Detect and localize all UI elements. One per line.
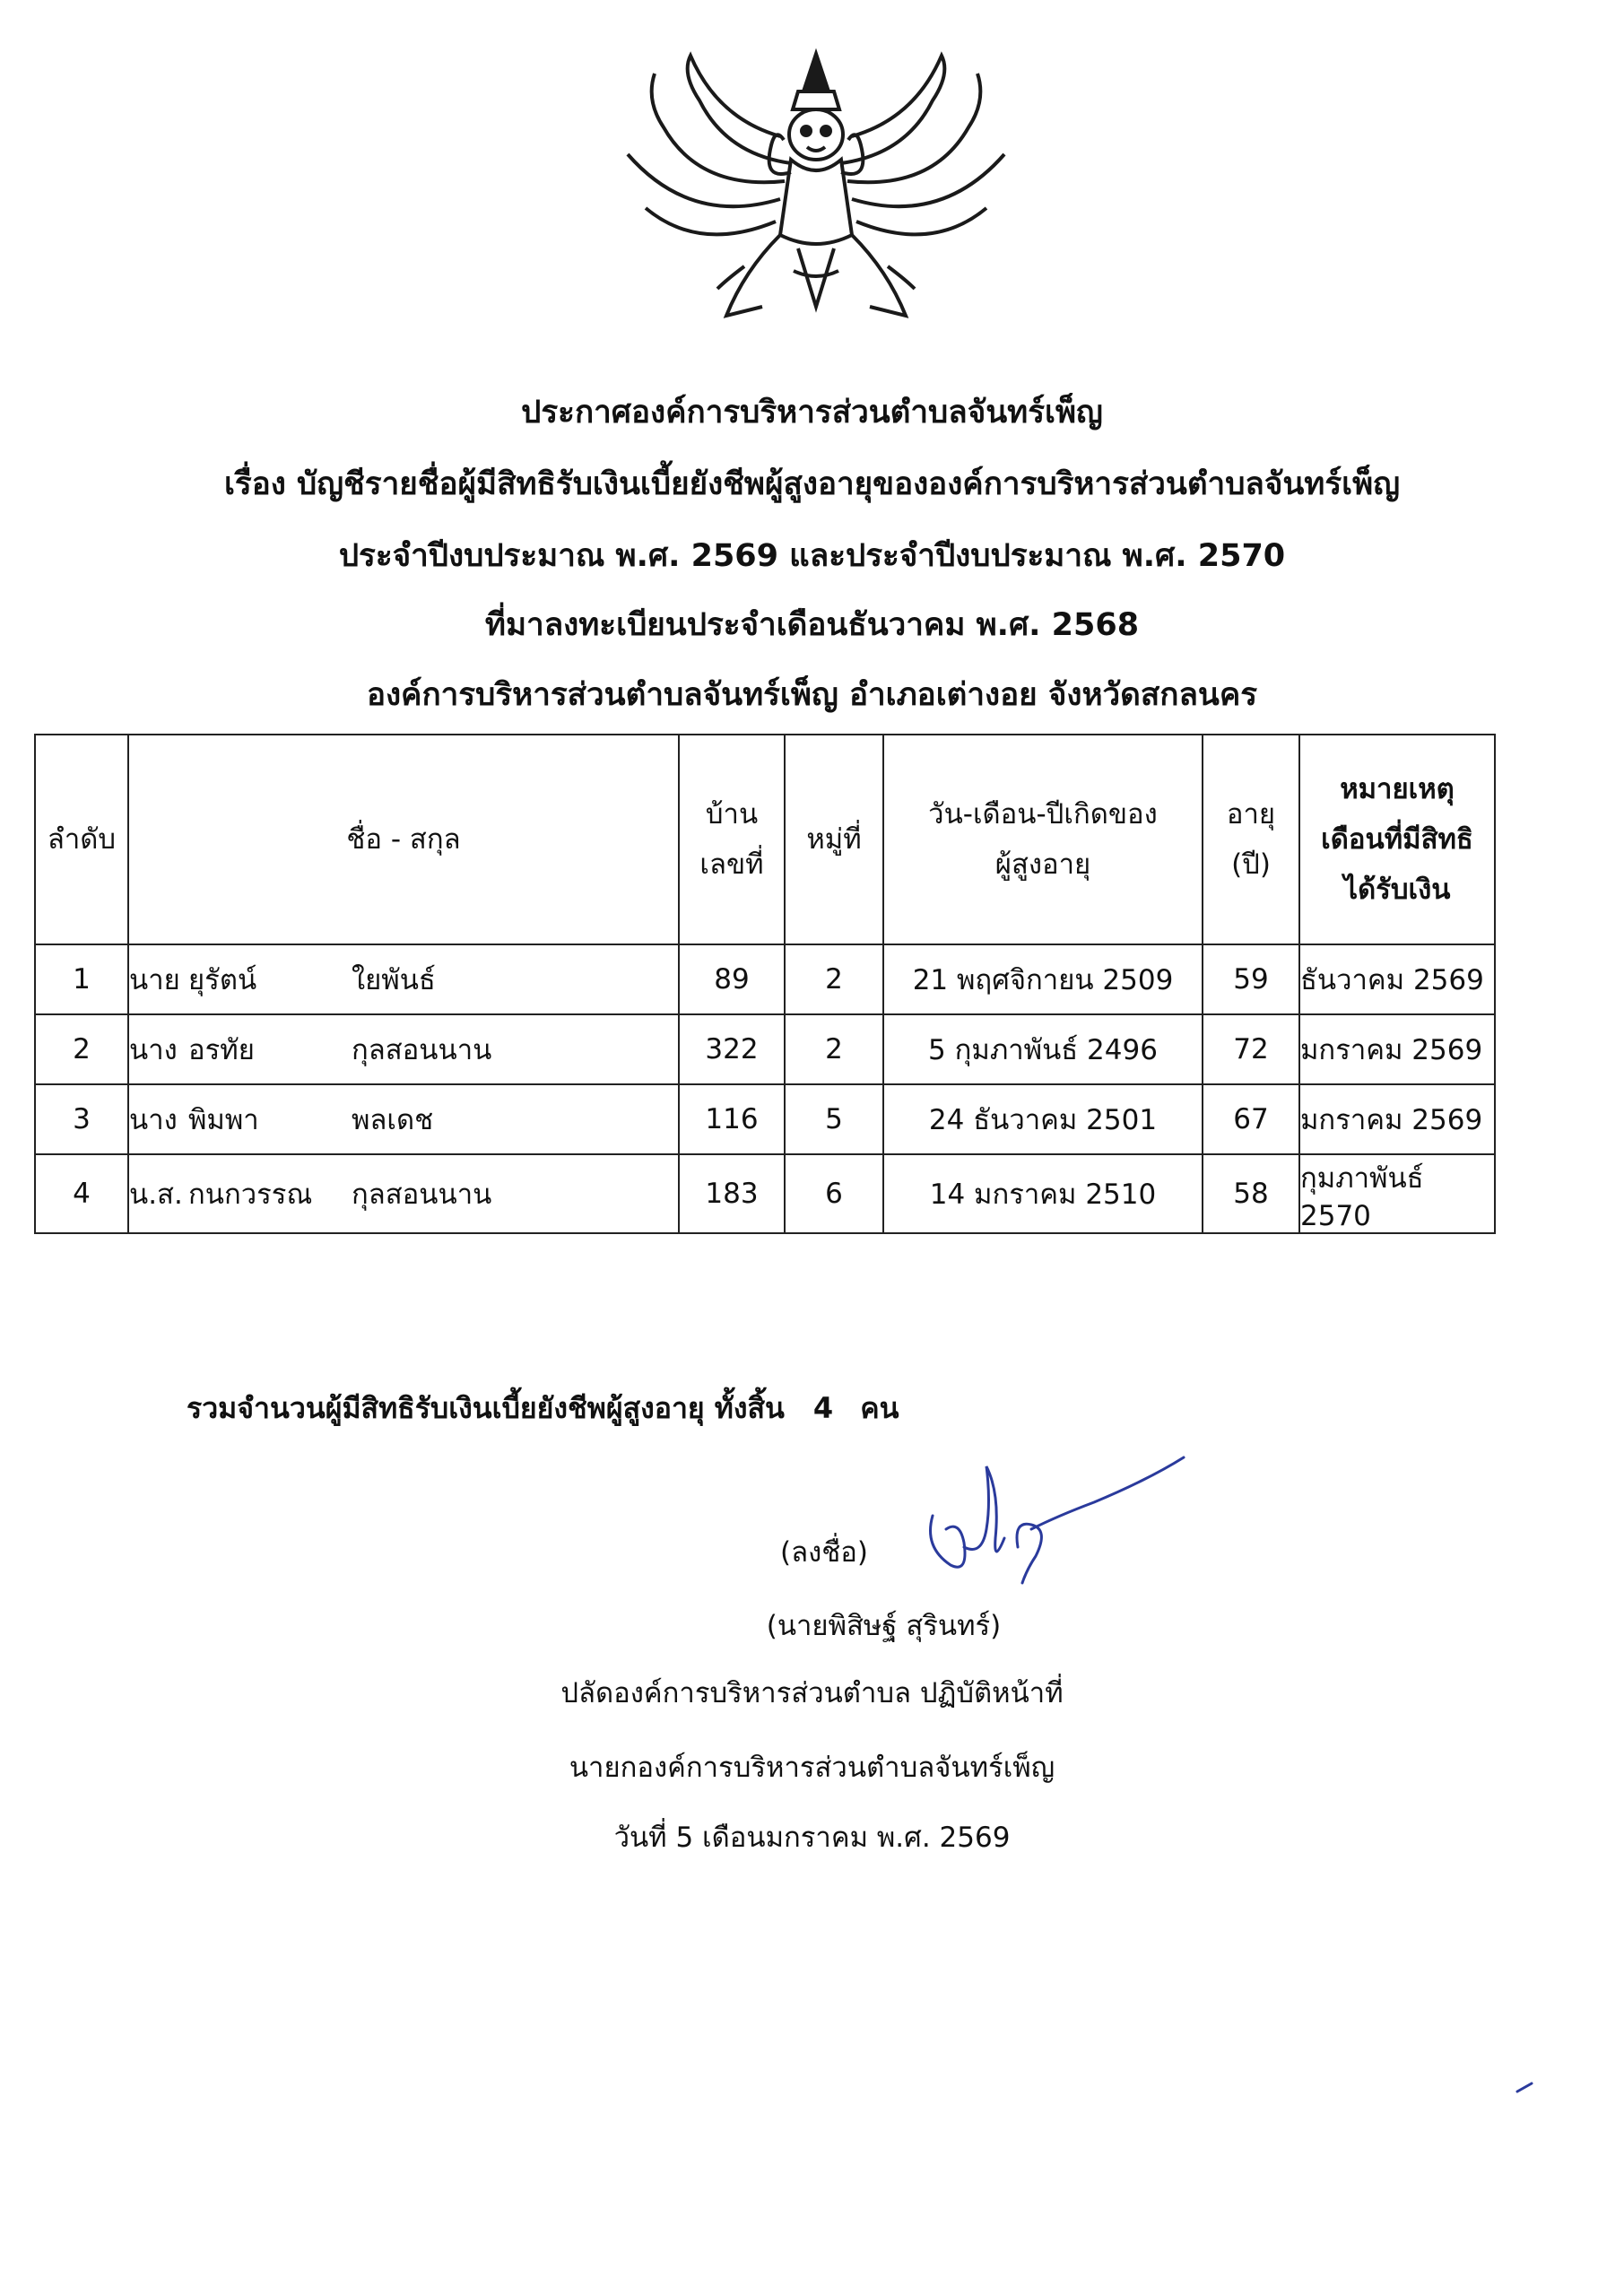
row-house: 322 (679, 1014, 785, 1084)
table-header-row (35, 735, 1495, 944)
row-dob: 14 มกราคม 2510 (883, 1154, 1203, 1233)
announcement-date: วันที่ 5 เดือนมกราคม พ.ศ. 2569 (613, 1822, 1011, 1854)
col-order-header: ลำดับ (35, 735, 128, 944)
col-village-header: หมู่ที่ (785, 735, 883, 944)
row-month: มกราคม 2569 (1299, 1014, 1495, 1084)
row-name: นาย ยุรัตน์ ใยพันธ์ (128, 944, 679, 1014)
row-name: นาง อรทัย กุลสอนนาน (128, 1014, 679, 1084)
signatory-name: (นายพิสิษฐ์ สุรินทร์) (766, 1610, 1002, 1642)
signatory-position-1: ปลัดองค์การบริหารส่วนตำบล ปฏิบัติหน้าที่ (560, 1677, 1064, 1709)
row-dob: 24 ธันวาคม 2501 (883, 1084, 1203, 1154)
garuda-emblem (592, 47, 1040, 343)
col-dob-header: วัน-เดือน-ปีเกิดของ ผู้สูงอายุ (883, 735, 1203, 944)
row-house: 89 (679, 944, 785, 1014)
row-house: 116 (679, 1084, 785, 1154)
row-age: 58 (1203, 1154, 1299, 1233)
row-village: 5 (785, 1084, 883, 1154)
col-name-header: ชื่อ - สกุล (128, 735, 679, 944)
ink-mark (1515, 2081, 1533, 2093)
row-dob: 5 กุมภาพันธ์ 2496 (883, 1014, 1203, 1084)
row-age: 72 (1203, 1014, 1299, 1084)
row-name: น.ส. กนกวรรณ กุลสอนนาน (128, 1154, 679, 1233)
row-month: กุมภาพันธ์ 2570 (1299, 1154, 1495, 1233)
table-row (35, 1014, 1495, 1084)
row-order: 1 (35, 944, 128, 1014)
announcement-title: ประกาศองค์การบริหารส่วนตำบลจันทร์เพ็ญ (521, 395, 1103, 430)
summary-count: 4 (812, 1391, 834, 1425)
total-summary (187, 1386, 899, 1431)
row-dob: 21 พฤศจิกายน 2509 (883, 944, 1203, 1014)
row-village: 2 (785, 1014, 883, 1084)
fiscal-year-line: ประจำปีงบประมาณ พ.ศ. 2569 และประจำปีงบประมาณ พ.ศ. 2570 (338, 538, 1286, 574)
subject-line: เรื่อง บัญชีรายชื่อผู้มีสิทธิรับเงินเบี้ยยังชีพผู้สูงอายุขององค์การบริหารส่วนตำบลจันทร์เพ็ญ (223, 466, 1401, 502)
col-age-header: อายุ (ปี) (1203, 735, 1299, 944)
table-row (35, 1084, 1495, 1154)
registration-month-line: ที่มาลงทะเบียนประจำเดือนธันวาคม พ.ศ. 2568 (484, 607, 1140, 643)
row-month: มกราคม 2569 (1299, 1084, 1495, 1154)
row-village: 6 (785, 1154, 883, 1233)
row-order: 2 (35, 1014, 128, 1084)
row-order: 4 (35, 1154, 128, 1233)
row-order: 3 (35, 1084, 128, 1154)
row-village: 2 (785, 944, 883, 1014)
summary-label: รวมจำนวนผู้มีสิทธิรับเงินเบี้ยยังชีพผู้สูงอายุ ทั้งสิ้น (187, 1391, 785, 1425)
col-note-header: หมายเหตุ เดือนที่มีสิทธิ ได้รับเงิน (1299, 735, 1495, 944)
table-row (35, 944, 1495, 1014)
organization-line: องค์การบริหารส่วนตำบลจันทร์เพ็ญ อำเภอเต่างอย จังหวัดสกลนคร (366, 677, 1258, 713)
beneficiary-table (34, 734, 1496, 1234)
row-name: นาง พิมพา พลเดช (128, 1084, 679, 1154)
row-house: 183 (679, 1154, 785, 1233)
signature-label: (ลงชื่อ) (780, 1536, 868, 1569)
row-month: ธันวาคม 2569 (1299, 944, 1495, 1014)
row-age: 67 (1203, 1084, 1299, 1154)
col-house-header: บ้าน เลขที่ (679, 735, 785, 944)
signatory-position-2: นายกองค์การบริหารส่วนตำบลจันทร์เพ็ญ (569, 1752, 1055, 1784)
handwritten-signature (915, 1439, 1202, 1592)
row-age: 59 (1203, 944, 1299, 1014)
summary-unit: คน (860, 1391, 899, 1425)
table-row (35, 1154, 1495, 1233)
